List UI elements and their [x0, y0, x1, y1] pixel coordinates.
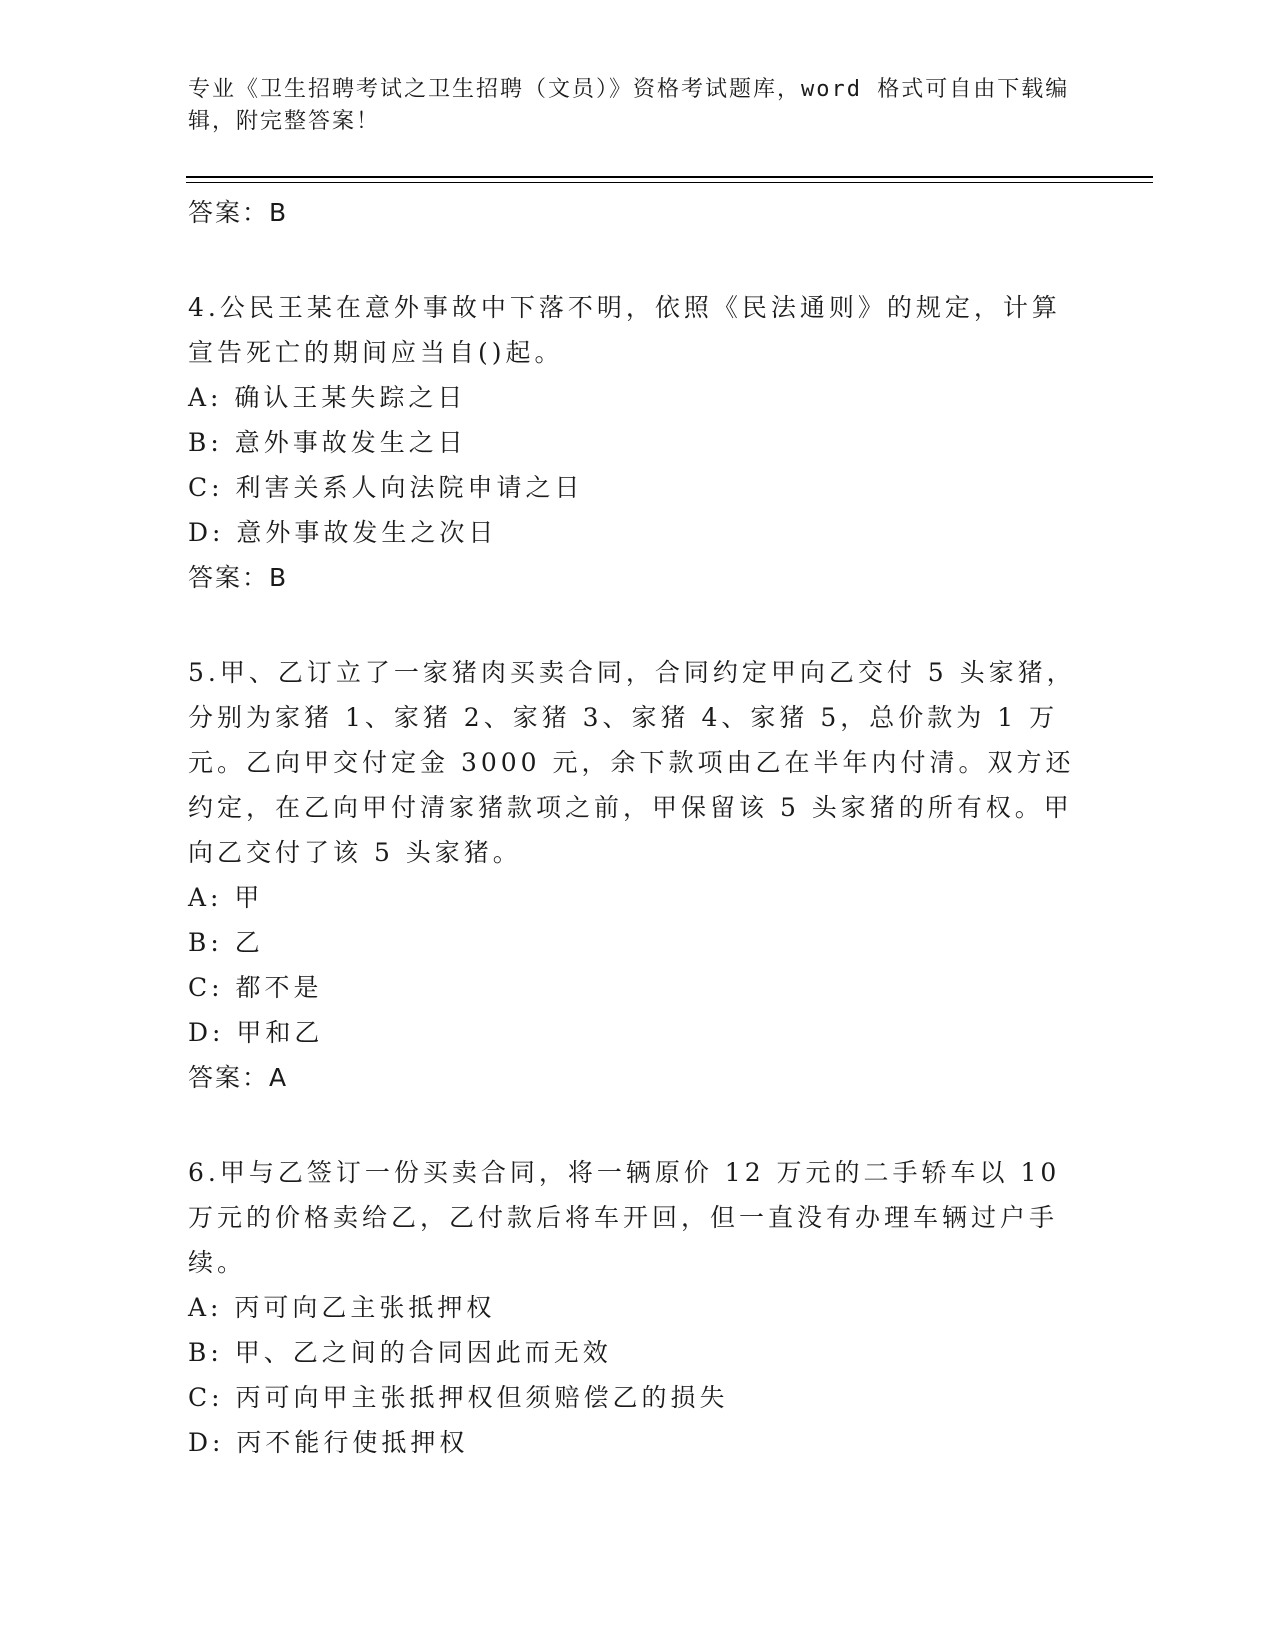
spacer [188, 1100, 1088, 1150]
spacer [188, 235, 1088, 285]
option-b: B: 甲、乙之间的合同因此而无效 [188, 1338, 612, 1367]
question-stem: 4.公民王某在意外事故中下落不明，依照《民法通则》的规定，计算宣告死亡的期间应当自()起。 [188, 293, 1061, 367]
option-a: A: 甲 [188, 883, 264, 912]
document-header: 专业《卫生招聘考试之卫生招聘（文员）》资格考试题库，word 格式可自由下载编辑，附完整答案！ [188, 77, 1070, 134]
answer-q3: 答案：B [188, 198, 289, 227]
question-stem: 5.甲、乙订立了一家猪肉买卖合同，合同约定甲向乙交付 5 头家猪，分别为家猪 1、家猪 2、家猪 3、家猪 4、家猪 5，总价款为 1 万元。乙向甲交付定金 3000 元，余下款项由乙在半年内付清。双方还约定，在乙向甲付清家猪款项之前，甲保留该 5 头家猪的所有权。甲向乙交付了该 5 头家猪。 [188, 658, 1076, 867]
option-d: D: 丙不能行使抵押权 [188, 1428, 469, 1457]
answer-q4: 答案：B [188, 563, 289, 592]
option-a: A: 确认王某失踪之日 [188, 383, 467, 412]
option-c: C: 丙可向甲主张抵押权但须赔偿乙的损失 [188, 1383, 729, 1412]
question-stem: 6.甲与乙签订一份买卖合同，将一辆原价 12 万元的二手轿车以 10 万元的价格卖给乙，乙付款后将车开回，但一直没有办理车辆过户手续。 [188, 1158, 1061, 1277]
question-6 [188, 1150, 1088, 1465]
option-c: C: 都不是 [188, 973, 323, 1002]
question-list [188, 190, 1088, 1465]
option-a: A: 丙可向乙主张抵押权 [188, 1293, 496, 1322]
header-divider-thick [186, 176, 1153, 178]
question-4 [188, 285, 1088, 600]
answer-q5: 答案：A [188, 1063, 289, 1092]
option-b: B: 意外事故发生之日 [188, 428, 467, 457]
spacer [188, 600, 1088, 650]
option-d: D: 意外事故发生之次日 [188, 518, 498, 547]
option-d: D: 甲和乙 [188, 1018, 324, 1047]
question-5 [188, 650, 1088, 1100]
option-c: C: 利害关系人向法院申请之日 [188, 473, 584, 502]
option-b: B: 乙 [188, 928, 264, 957]
header-divider-thin [186, 182, 1153, 183]
